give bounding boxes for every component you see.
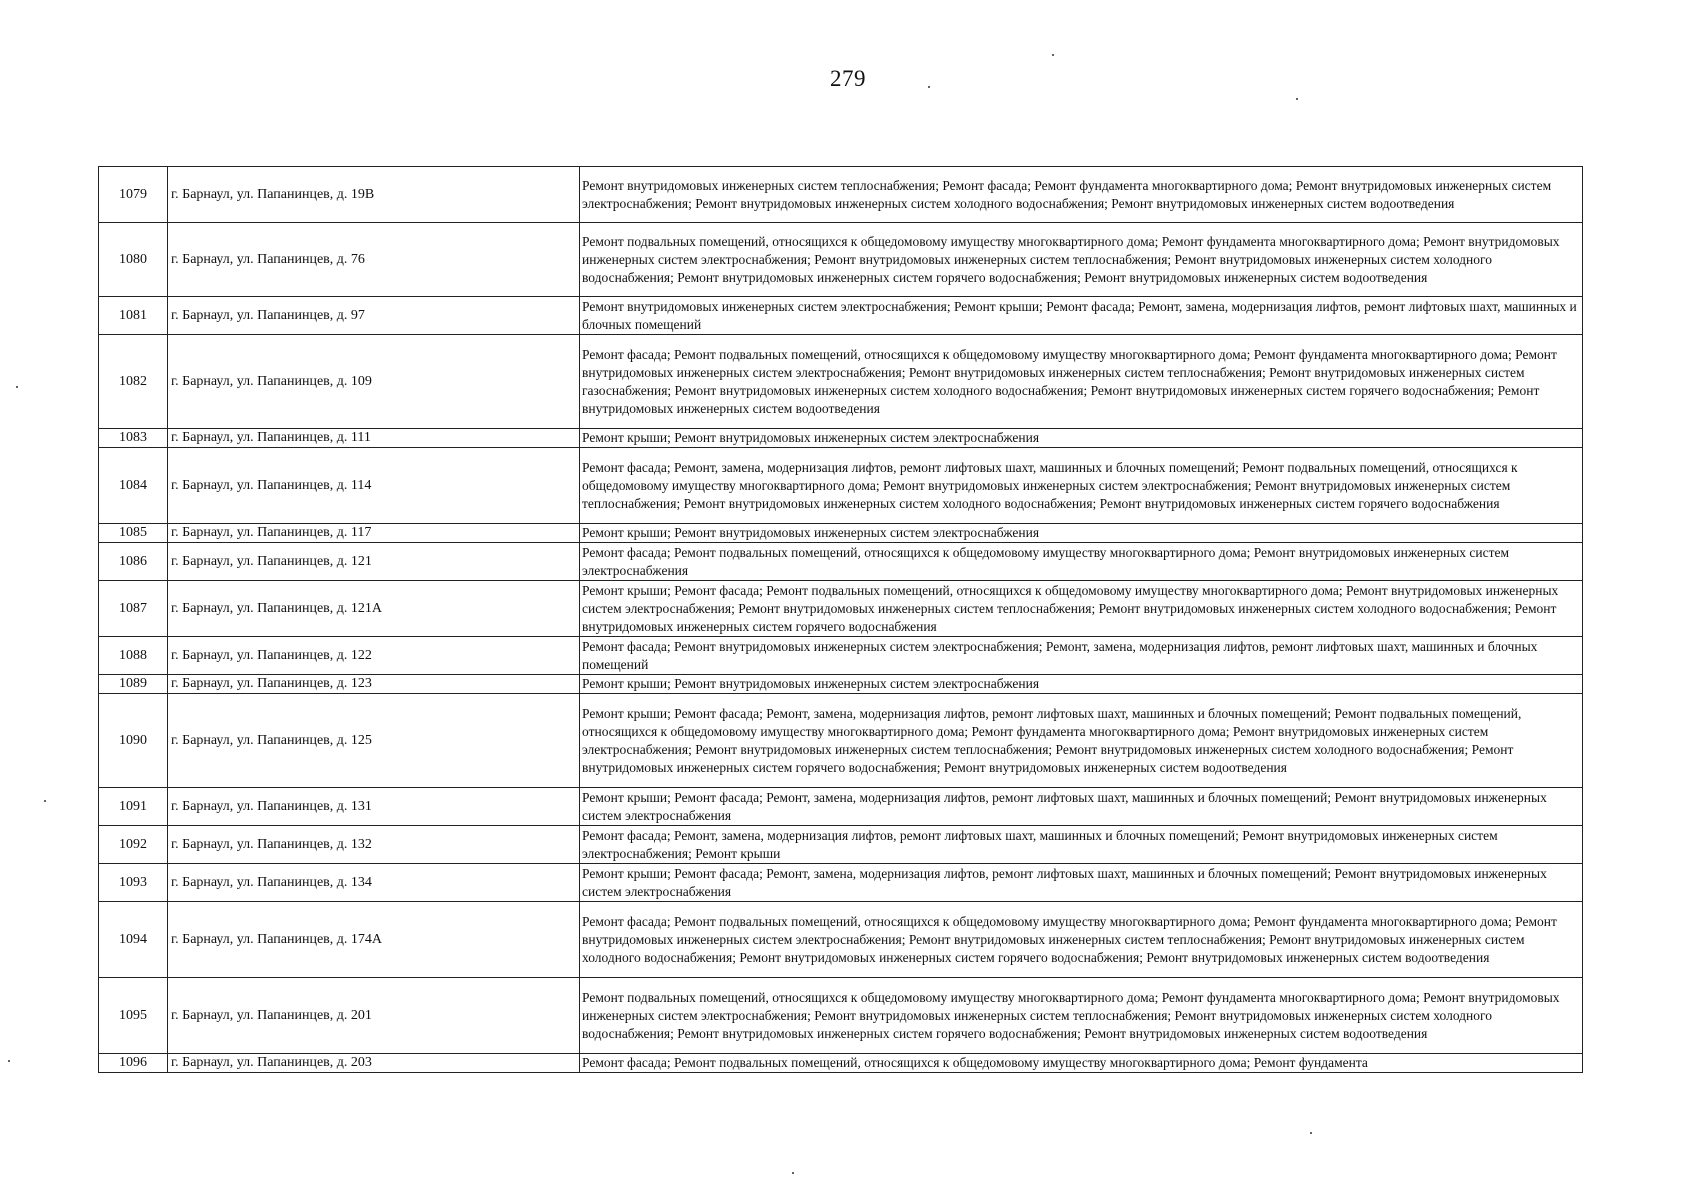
repair-works: Ремонт фасада; Ремонт подвальных помещений, относящихся к общедомовому имуществу многоквартирного дома; Ремонт фундамента (580, 1054, 1583, 1073)
house-address: г. Барнаул, ул. Папанинцев, д. 123 (168, 675, 580, 694)
house-address: г. Барнаул, ул. Папанинцев, д. 132 (168, 826, 580, 864)
table-row (99, 524, 1583, 543)
row-number: 1081 (99, 297, 168, 335)
row-number: 1092 (99, 826, 168, 864)
scan-speck (8, 1060, 10, 1062)
house-address: г. Барнаул, ул. Папанинцев, д. 76 (168, 223, 580, 297)
house-address: г. Барнаул, ул. Папанинцев, д. 121 (168, 543, 580, 581)
repair-works: Ремонт крыши; Ремонт фасада; Ремонт подвальных помещений, относящихся к общедомовому имуществу многоквартирного дома; Ремонт внутридомовых инженерных систем электроснабжения; Ремонт внутридомовых инженерных систем теплоснабжения; Ремонт внутридомовых инженерных систем холодного водоснабжения; Ремонт внутридомовых инженерных систем горячего водоснабжения (580, 581, 1583, 637)
repair-works: Ремонт фасада; Ремонт подвальных помещений, относящихся к общедомовому имуществу многоквартирного дома; Ремонт внутридомовых инженерных систем электроснабжения (580, 543, 1583, 581)
table-row (99, 675, 1583, 694)
row-number: 1085 (99, 524, 168, 543)
house-address: г. Барнаул, ул. Папанинцев, д. 111 (168, 429, 580, 448)
repair-works: Ремонт подвальных помещений, относящихся к общедомовому имуществу многоквартирного дома; Ремонт фундамента многоквартирного дома; Ремонт внутридомовых инженерных систем электроснабжения; Ремонт внутридомовых инженерных систем теплоснабжения; Ремонт внутридомовых инженерных систем холодного водоснабжения; Ремонт внутридомовых инженерных систем горячего водоснабжения; Ремонт внутридомовых инженерных систем водоотведения (580, 223, 1583, 297)
row-number: 1080 (99, 223, 168, 297)
repair-works: Ремонт крыши; Ремонт внутридомовых инженерных систем электроснабжения (580, 429, 1583, 448)
row-number: 1095 (99, 978, 168, 1054)
house-address: г. Барнаул, ул. Папанинцев, д. 19В (168, 167, 580, 223)
row-number: 1088 (99, 637, 168, 675)
table-row (99, 637, 1583, 675)
repair-registry-table (98, 166, 1583, 1073)
scan-speck (16, 386, 18, 388)
table-row (99, 694, 1583, 788)
row-number: 1084 (99, 448, 168, 524)
repair-works: Ремонт подвальных помещений, относящихся к общедомовому имуществу многоквартирного дома; Ремонт фундамента многоквартирного дома; Ремонт внутридомовых инженерных систем электроснабжения; Ремонт внутридомовых инженерных систем теплоснабжения; Ремонт внутридомовых инженерных систем холодного водоснабжения; Ремонт внутридомовых инженерных систем горячего водоснабжения; Ремонт внутридомовых инженерных систем водоотведения (580, 978, 1583, 1054)
row-number: 1096 (99, 1054, 168, 1073)
row-number: 1090 (99, 694, 168, 788)
repair-works: Ремонт внутридомовых инженерных систем теплоснабжения; Ремонт фасада; Ремонт фундамента многоквартирного дома; Ремонт внутридомовых инженерных систем электроснабжения; Ремонт внутридомовых инженерных систем холодного водоснабжения; Ремонт внутридомовых инженерных систем водоотведения (580, 167, 1583, 223)
table-row (99, 864, 1583, 902)
row-number: 1086 (99, 543, 168, 581)
table-body (99, 167, 1583, 1073)
repair-works: Ремонт крыши; Ремонт фасада; Ремонт, замена, модернизация лифтов, ремонт лифтовых шахт, машинных и блочных помещений; Ремонт внутридомовых инженерных систем электроснабжения (580, 864, 1583, 902)
table-row (99, 223, 1583, 297)
table-row (99, 978, 1583, 1054)
house-address: г. Барнаул, ул. Папанинцев, д. 117 (168, 524, 580, 543)
row-number: 1089 (99, 675, 168, 694)
scan-speck (1296, 98, 1298, 100)
repair-works: Ремонт фасада; Ремонт, замена, модернизация лифтов, ремонт лифтовых шахт, машинных и блочных помещений; Ремонт внутридомовых инженерных систем электроснабжения; Ремонт крыши (580, 826, 1583, 864)
table-row (99, 335, 1583, 429)
house-address: г. Барнаул, ул. Папанинцев, д. 134 (168, 864, 580, 902)
row-number: 1093 (99, 864, 168, 902)
repair-works: Ремонт фасада; Ремонт подвальных помещений, относящихся к общедомовому имуществу многоквартирного дома; Ремонт фундамента многоквартирного дома; Ремонт внутридомовых инженерных систем электроснабжения; Ремонт внутридомовых инженерных систем теплоснабжения; Ремонт внутридомовых инженерных систем газоснабжения; Ремонт внутридомовых инженерных систем холодного водоснабжения; Ремонт внутридомовых инженерных систем горячего водоснабжения; Ремонт внутридомовых инженерных систем водоотведения (580, 335, 1583, 429)
scan-speck (1052, 54, 1054, 56)
table-row (99, 543, 1583, 581)
scan-speck (792, 1172, 794, 1174)
page-number: 279 (830, 66, 866, 91)
scan-speck (1310, 1132, 1312, 1134)
scan-speck (44, 800, 46, 802)
repair-works: Ремонт крыши; Ремонт фасада; Ремонт, замена, модернизация лифтов, ремонт лифтовых шахт, машинных и блочных помещений; Ремонт внутридомовых инженерных систем электроснабжения (580, 788, 1583, 826)
repair-works: Ремонт фасада; Ремонт, замена, модернизация лифтов, ремонт лифтовых шахт, машинных и блочных помещений; Ремонт подвальных помещений, относящихся к общедомовому имуществу многоквартирного дома; Ремонт внутридомовых инженерных систем электроснабжения; Ремонт внутридомовых инженерных систем теплоснабжения; Ремонт внутридомовых инженерных систем холодного водоснабжения; Ремонт внутридомовых инженерных систем горячего водоснабжения (580, 448, 1583, 524)
house-address: г. Барнаул, ул. Папанинцев, д. 203 (168, 1054, 580, 1073)
row-number: 1091 (99, 788, 168, 826)
repair-works: Ремонт фасада; Ремонт подвальных помещений, относящихся к общедомовому имуществу многоквартирного дома; Ремонт фундамента многоквартирного дома; Ремонт внутридомовых инженерных систем электроснабжения; Ремонт внутридомовых инженерных систем теплоснабжения; Ремонт внутридомовых инженерных систем холодного водоснабжения; Ремонт внутридомовых инженерных систем горячего водоснабжения; Ремонт внутридомовых инженерных систем водоотведения (580, 902, 1583, 978)
row-number: 1087 (99, 581, 168, 637)
house-address: г. Барнаул, ул. Папанинцев, д. 131 (168, 788, 580, 826)
table-row (99, 581, 1583, 637)
repair-works: Ремонт крыши; Ремонт внутридомовых инженерных систем электроснабжения (580, 675, 1583, 694)
table-row (99, 902, 1583, 978)
house-address: г. Барнаул, ул. Папанинцев, д. 174А (168, 902, 580, 978)
repair-works: Ремонт крыши; Ремонт фасада; Ремонт, замена, модернизация лифтов, ремонт лифтовых шахт, машинных и блочных помещений; Ремонт подвальных помещений, относящихся к общедомовому имуществу многоквартирного дома; Ремонт фундамента многоквартирного дома; Ремонт внутридомовых инженерных систем электроснабжения; Ремонт внутридомовых инженерных систем теплоснабжения; Ремонт внутридомовых инженерных систем холодного водоснабжения; Ремонт внутридомовых инженерных систем горячего водоснабжения; Ремонт внутридомовых инженерных систем водоотведения (580, 694, 1583, 788)
row-number: 1079 (99, 167, 168, 223)
table-row (99, 826, 1583, 864)
house-address: г. Барнаул, ул. Папанинцев, д. 109 (168, 335, 580, 429)
row-number: 1082 (99, 335, 168, 429)
repair-works: Ремонт внутридомовых инженерных систем электроснабжения; Ремонт крыши; Ремонт фасада; Ремонт, замена, модернизация лифтов, ремонт лифтовых шахт, машинных и блочных помещений (580, 297, 1583, 335)
house-address: г. Барнаул, ул. Папанинцев, д. 125 (168, 694, 580, 788)
house-address: г. Барнаул, ул. Папанинцев, д. 97 (168, 297, 580, 335)
row-number: 1083 (99, 429, 168, 448)
table-row (99, 788, 1583, 826)
repair-works: Ремонт крыши; Ремонт внутридомовых инженерных систем электроснабжения (580, 524, 1583, 543)
scan-speck (928, 86, 930, 88)
house-address: г. Барнаул, ул. Папанинцев, д. 114 (168, 448, 580, 524)
table-row (99, 448, 1583, 524)
table-row (99, 1054, 1583, 1073)
house-address: г. Барнаул, ул. Папанинцев, д. 122 (168, 637, 580, 675)
table-row (99, 297, 1583, 335)
table-row (99, 429, 1583, 448)
house-address: г. Барнаул, ул. Папанинцев, д. 201 (168, 978, 580, 1054)
row-number: 1094 (99, 902, 168, 978)
repair-works: Ремонт фасада; Ремонт внутридомовых инженерных систем электроснабжения; Ремонт, замена, модернизация лифтов, ремонт лифтовых шахт, машинных и блочных помещений (580, 637, 1583, 675)
house-address: г. Барнаул, ул. Папанинцев, д. 121А (168, 581, 580, 637)
table-row (99, 167, 1583, 223)
